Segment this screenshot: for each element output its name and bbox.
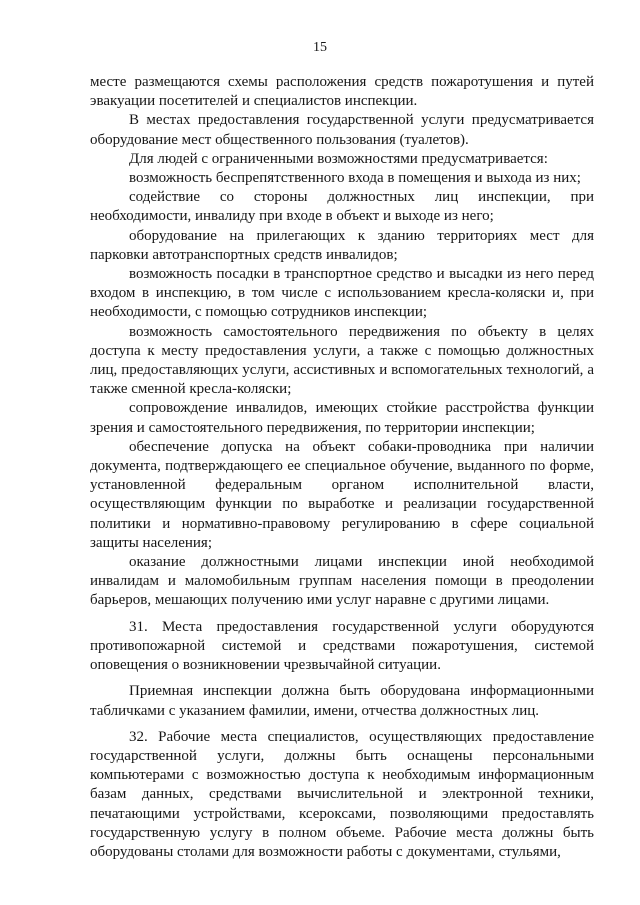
paragraph-parking: оборудование на прилегающих к зданию территориях мест для парковки автотранспортных средств инвалидов;	[90, 227, 594, 263]
paragraph-escort: сопровождение инвалидов, имеющих стойкие расстройства функции зрения и самостоятельного передвижения, по территории инспекции;	[90, 400, 594, 436]
paragraph-continuation: месте размещаются схемы расположения средств пожаротушения и путей эвакуации посетителей и специалистов инспекции.	[90, 74, 594, 110]
paragraph-vehicle-boarding: возможность посадки в транспортное средство и высадки из него перед входом в инспекцию, в том числе с использованием кресла-коляски и, при необходимости, с помощью сотрудников инспекции;	[90, 266, 594, 321]
paragraph-reception-signs: Приемная инспекции должна быть оборудована информационными табличками с указанием фамилии, имени, отчества должностных лиц.	[90, 683, 594, 719]
paragraph-guide-dog: обеспечение допуска на объект собаки-проводника при наличии документа, подтверждающего ее специальное обучение, выданного по форме, установленной федеральным органом исполнительной власти, осуществляющим функции по выработке и реализации государственной политики и нормативно-правовому регулированию в сфере социальной защиты населения;	[90, 438, 594, 551]
paragraph-independent-movement: возможность самостоятельного передвижения по объекту в целях доступа к месту предоставления услуги, а также с помощью должностных лиц, предоставляющих услуги, ассистивных и вспомогательных технологий, а также сменной кресла-коляски;	[90, 323, 594, 398]
paragraph-other-assistance: оказание должностными лицами инспекции иной необходимой инвалидам и маломобильным группам населения помощи в преодолении барьеров, мешающих получению ими услуг наравне с другими лицами.	[90, 554, 594, 609]
paragraph-restroom-equipment: В местах предоставления государственной услуги предусматривается оборудование мест общественного пользования (туалетов).	[90, 112, 594, 148]
paragraph-section-31: 31. Места предоставления государственной услуги оборудуются противопожарной системой и средствами пожаротушения, системой оповещения о возникновении чрезвычайной ситуации.	[90, 618, 594, 674]
paragraph-section-32: 32. Рабочие места специалистов, осуществляющих предоставление государственной услуги, должны быть оснащены персональными компьютерами с возможностью доступа к необходимым информационным базам данных, средствами вычислительной и электронной техники, печатающими устройствами, ксероксами, позволяющими предоставлять государственную услугу в полном объеме. Рабочие места должны быть оборудованы столами для возможности работы с документами, стульями,	[90, 728, 594, 860]
page-number: 15	[313, 40, 327, 55]
paragraph-disability-intro: Для людей с ограниченными возможностями предусматривается:	[129, 150, 548, 167]
body-text	[90, 73, 594, 862]
paragraph-staff-assistance: содействие со стороны должностных лиц инспекции, при необходимости, инвалиду при входе в объект и выходе из него;	[90, 189, 594, 225]
paragraph-barrier-free-entry: возможность беспрепятственного входа в помещения и выхода из них;	[129, 170, 581, 187]
